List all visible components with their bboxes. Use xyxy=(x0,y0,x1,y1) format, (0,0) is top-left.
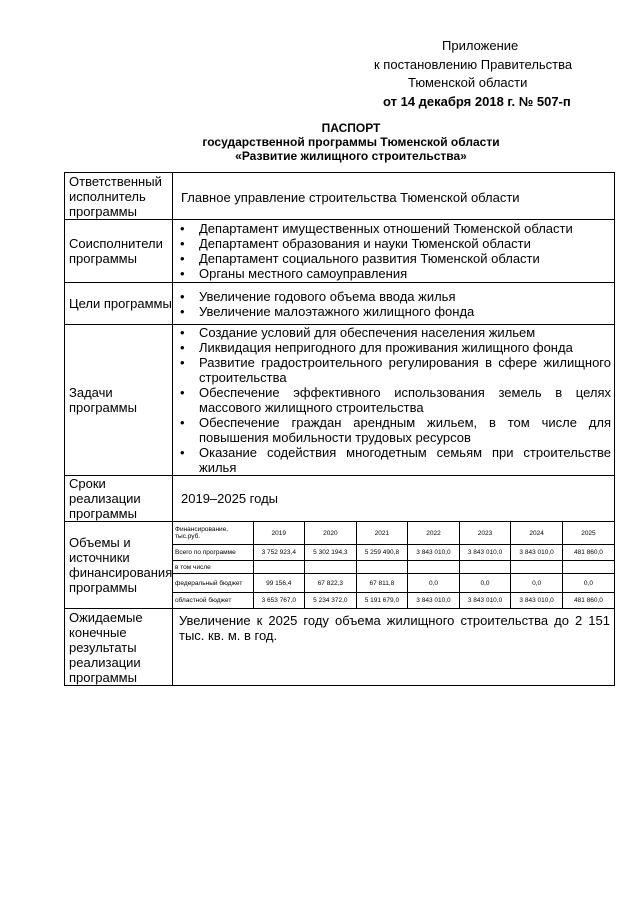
table-cell: 2020 xyxy=(305,522,357,545)
financing-including-row xyxy=(173,561,614,574)
region-label: Тюменской области xyxy=(408,75,528,90)
table-cell: 0,0 xyxy=(459,574,511,593)
table-cell: 3 752 923,4 xyxy=(253,545,305,561)
list-item: • Оказание содействия многодетным семьям при строительстве жилья xyxy=(173,445,614,475)
table-cell: 2019 xyxy=(253,522,305,545)
table-cell xyxy=(253,561,305,574)
table-cell: 5 259 490,8 xyxy=(356,545,408,561)
row-terms xyxy=(65,476,615,522)
table-cell: 2023 xyxy=(459,522,511,545)
passport-table xyxy=(64,172,615,686)
table-cell: 67 811,8 xyxy=(356,574,408,593)
goals-list xyxy=(173,289,614,319)
table-cell: 0,0 xyxy=(511,574,563,593)
table-cell xyxy=(562,561,614,574)
coexecutors-label: Соисполнители программы xyxy=(65,220,173,283)
table-cell: федеральный бюджет xyxy=(173,574,253,593)
financing-table xyxy=(173,522,614,608)
passport-title: ПАСПОРТ xyxy=(321,121,381,135)
table-cell: 3 843 010,0 xyxy=(408,545,460,561)
list-item: • Увеличение малоэтажного жилищного фонда xyxy=(173,304,614,319)
executor-value: Главное управление строительства Тюменской области xyxy=(173,173,615,220)
results-label: Ожидаемые конечные результаты реализации программы xyxy=(65,609,173,686)
table-cell: 2021 xyxy=(356,522,408,545)
row-executor xyxy=(65,173,615,220)
terms-value: 2019–2025 годы xyxy=(173,476,615,522)
tasks-value xyxy=(173,325,615,476)
table-cell: Всего по программе xyxy=(173,545,253,561)
table-cell: 481 860,0 xyxy=(562,593,614,609)
resolution-label: к постановлению Правительства xyxy=(374,57,573,72)
list-item: • Департамент социального развития Тюменской области xyxy=(173,251,614,266)
table-cell xyxy=(305,561,357,574)
table-cell: 5 302 194,3 xyxy=(305,545,357,561)
program-subtitle: государственной программы Тюменской области xyxy=(202,135,500,149)
table-cell xyxy=(356,561,408,574)
row-results xyxy=(65,609,615,686)
program-name: «Развитие жилищного строительства» xyxy=(235,149,467,163)
table-cell: 99 156,4 xyxy=(253,574,305,593)
row-coexecutors xyxy=(65,220,615,283)
list-item: • Обеспечение граждан арендным жильем, в том числе для повышения мобильности трудовых ресурсов xyxy=(173,415,614,445)
list-item: • Департамент имущественных отношений Тюменской области xyxy=(173,221,614,236)
list-item: • Создание условий для обеспечения населения жильем xyxy=(173,325,614,340)
table-cell: 3 843 010,0 xyxy=(511,593,563,609)
results-value: Увеличение к 2025 году объема жилищного строительства до 2 151 тыс. кв. м. в год. xyxy=(173,609,615,686)
list-item: • Увеличение годового объема ввода жилья xyxy=(173,289,614,304)
terms-label: Сроки реализации программы xyxy=(65,476,173,522)
table-cell: 5 191 679,0 xyxy=(356,593,408,609)
table-cell: 3 843 010,0 xyxy=(511,545,563,561)
list-item: • Ликвидация непригодного для проживания жилищного фонда xyxy=(173,340,614,355)
tasks-label: Задачи программы xyxy=(65,325,173,476)
coexecutors-list xyxy=(173,221,614,281)
financing-label: Объемы и источники финансирования программы xyxy=(65,522,173,609)
table-cell: 5 234 372,0 xyxy=(305,593,357,609)
row-financing xyxy=(65,522,615,609)
list-item: • Департамент образования и науки Тюменской области xyxy=(173,236,614,251)
financing-header-row xyxy=(173,522,614,545)
table-cell: Финансирование, тыс.руб. xyxy=(173,522,253,545)
goals-value xyxy=(173,283,615,325)
list-item: • Обеспечение эффективного использования земель в целях массового жилищного строительства xyxy=(173,385,614,415)
coexecutors-value xyxy=(173,220,615,283)
table-cell xyxy=(511,561,563,574)
table-cell: 0,0 xyxy=(562,574,614,593)
list-item: • Органы местного самоуправления xyxy=(173,266,614,281)
table-cell: 3 653 767,0 xyxy=(253,593,305,609)
table-cell: 2022 xyxy=(408,522,460,545)
tasks-list xyxy=(173,325,614,475)
table-cell: в том числе xyxy=(173,561,253,574)
financing-regional-row xyxy=(173,593,614,609)
list-item: • Развитие градостроительного регулирования в сфере жилищного строительства xyxy=(173,355,614,385)
table-cell: областной бюджет xyxy=(173,593,253,609)
table-cell: 3 843 010,0 xyxy=(459,545,511,561)
table-cell: 481 860,0 xyxy=(562,545,614,561)
table-cell xyxy=(408,561,460,574)
row-tasks xyxy=(65,325,615,476)
table-cell: 0,0 xyxy=(408,574,460,593)
goals-label: Цели программы xyxy=(65,283,173,325)
table-cell: 67 822,3 xyxy=(305,574,357,593)
financing-total-row xyxy=(173,545,614,561)
financing-value xyxy=(173,522,615,609)
resolution-date-number: от 14 декабря 2018 г. № 507-п xyxy=(383,94,571,109)
financing-federal-row xyxy=(173,574,614,593)
appendix-label: Приложение xyxy=(442,38,519,53)
table-cell: 3 843 010,0 xyxy=(459,593,511,609)
table-cell xyxy=(459,561,511,574)
table-cell: 2025 xyxy=(562,522,614,545)
executor-label: Ответственный исполнитель программы xyxy=(65,173,173,220)
table-cell: 3 843 010,0 xyxy=(408,593,460,609)
table-cell: 2024 xyxy=(511,522,563,545)
row-goals xyxy=(65,283,615,325)
